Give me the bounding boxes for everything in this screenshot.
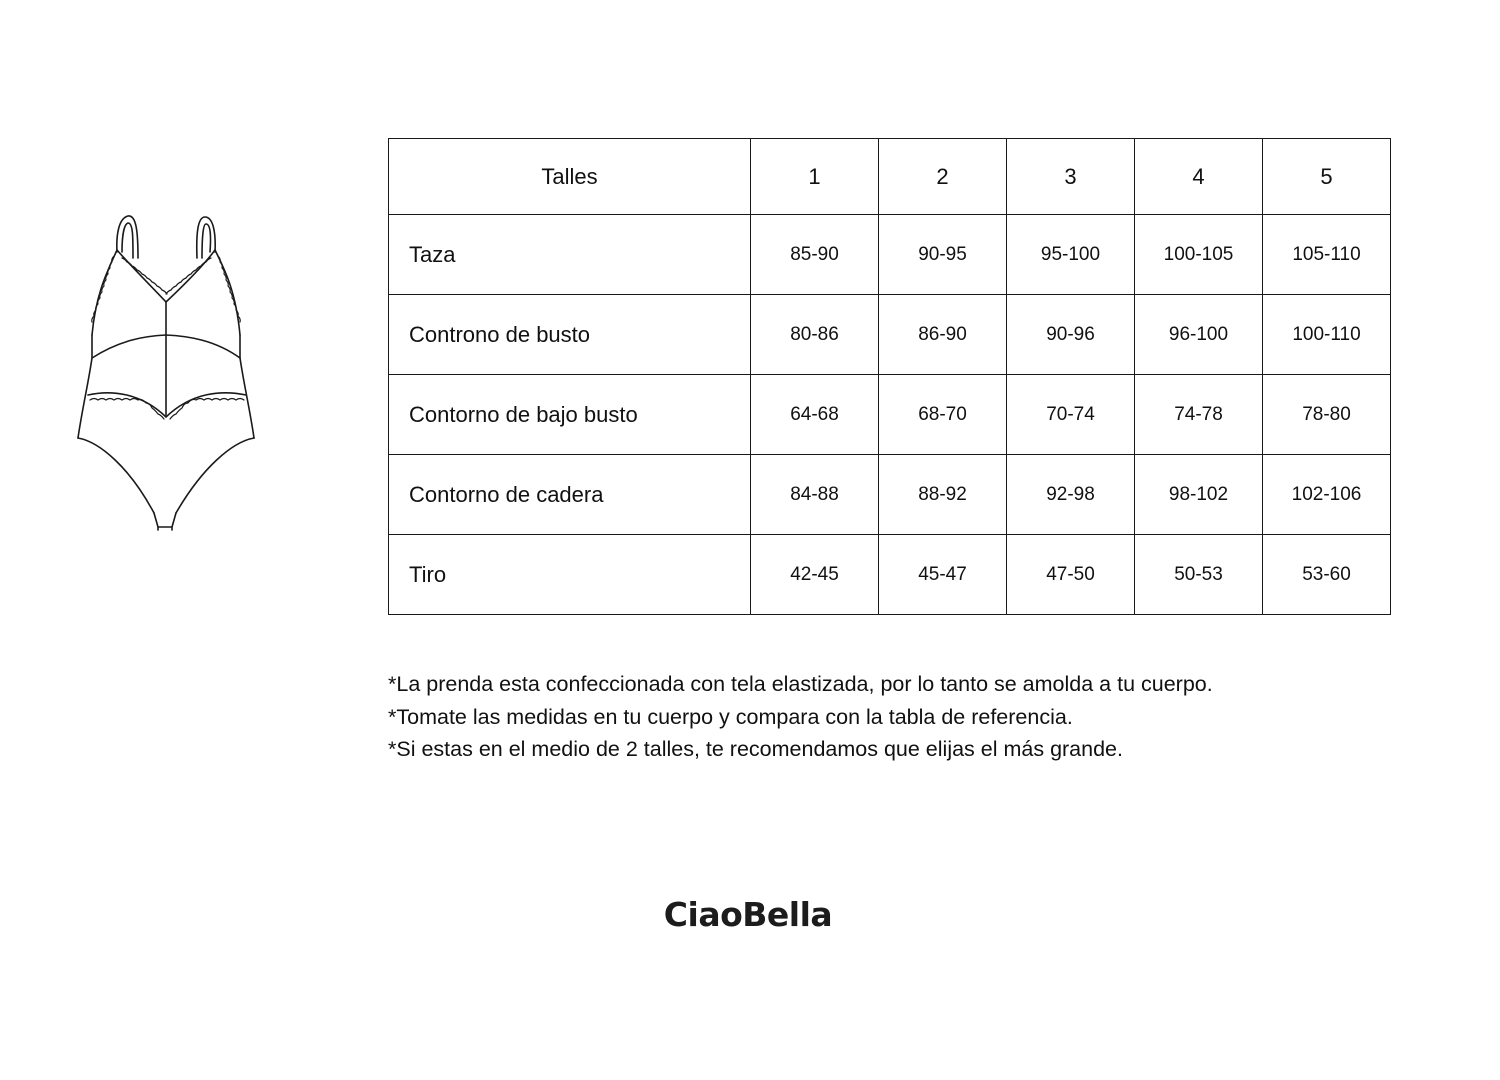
table-cell: 80-86 bbox=[751, 295, 879, 375]
table-cell: 42-45 bbox=[751, 535, 879, 615]
row-label-tiro: Tiro bbox=[389, 535, 751, 615]
note-elastic-fabric: *La prenda esta confeccionada con tela elastizada, por lo tanto se amolda a tu cuerpo. bbox=[388, 672, 1213, 696]
table-row bbox=[389, 295, 1391, 375]
table-cell: 50-53 bbox=[1135, 535, 1263, 615]
table-cell: 64-68 bbox=[751, 375, 879, 455]
header-size-2: 2 bbox=[879, 139, 1007, 215]
table-row bbox=[389, 215, 1391, 295]
size-notes bbox=[388, 668, 1488, 766]
table-cell: 98-102 bbox=[1135, 455, 1263, 535]
table-row bbox=[389, 455, 1391, 535]
table-cell: 85-90 bbox=[751, 215, 879, 295]
header-size-1: 1 bbox=[751, 139, 879, 215]
table-cell: 47-50 bbox=[1007, 535, 1135, 615]
row-label-busto: Controno de busto bbox=[389, 295, 751, 375]
brand-logo bbox=[0, 895, 1500, 934]
row-label-taza: Taza bbox=[389, 215, 751, 295]
header-talles: Talles bbox=[389, 139, 751, 215]
table-cell: 96-100 bbox=[1135, 295, 1263, 375]
table-cell: 100-110 bbox=[1263, 295, 1391, 375]
table-cell: 105-110 bbox=[1263, 215, 1391, 295]
table-cell: 100-105 bbox=[1135, 215, 1263, 295]
table-cell: 84-88 bbox=[751, 455, 879, 535]
table-cell: 88-92 bbox=[879, 455, 1007, 535]
brand-name: CiaoBella bbox=[663, 895, 833, 934]
table-row bbox=[389, 535, 1391, 615]
header-size-5: 5 bbox=[1263, 139, 1391, 215]
note-choose-larger: *Si estas en el medio de 2 talles, te recomendamos que elijas el más grande. bbox=[388, 737, 1123, 761]
row-label-bajo-busto: Contorno de bajo busto bbox=[389, 375, 751, 455]
bodysuit-illustration-icon bbox=[70, 210, 260, 535]
table-cell: 95-100 bbox=[1007, 215, 1135, 295]
table-cell: 53-60 bbox=[1263, 535, 1391, 615]
table-header-row bbox=[389, 139, 1391, 215]
row-label-cadera: Contorno de cadera bbox=[389, 455, 751, 535]
table-cell: 90-96 bbox=[1007, 295, 1135, 375]
table-cell: 74-78 bbox=[1135, 375, 1263, 455]
table-cell: 102-106 bbox=[1263, 455, 1391, 535]
table-cell: 68-70 bbox=[879, 375, 1007, 455]
table-row bbox=[389, 375, 1391, 455]
note-take-measurements: *Tomate las medidas en tu cuerpo y compara con la tabla de referencia. bbox=[388, 704, 1073, 729]
table-cell: 92-98 bbox=[1007, 455, 1135, 535]
table-cell: 45-47 bbox=[879, 535, 1007, 615]
table-cell: 86-90 bbox=[879, 295, 1007, 375]
table-cell: 90-95 bbox=[879, 215, 1007, 295]
size-chart-table bbox=[388, 138, 1391, 615]
header-size-4: 4 bbox=[1135, 139, 1263, 215]
table-cell: 78-80 bbox=[1263, 375, 1391, 455]
table-cell: 70-74 bbox=[1007, 375, 1135, 455]
header-size-3: 3 bbox=[1007, 139, 1135, 215]
